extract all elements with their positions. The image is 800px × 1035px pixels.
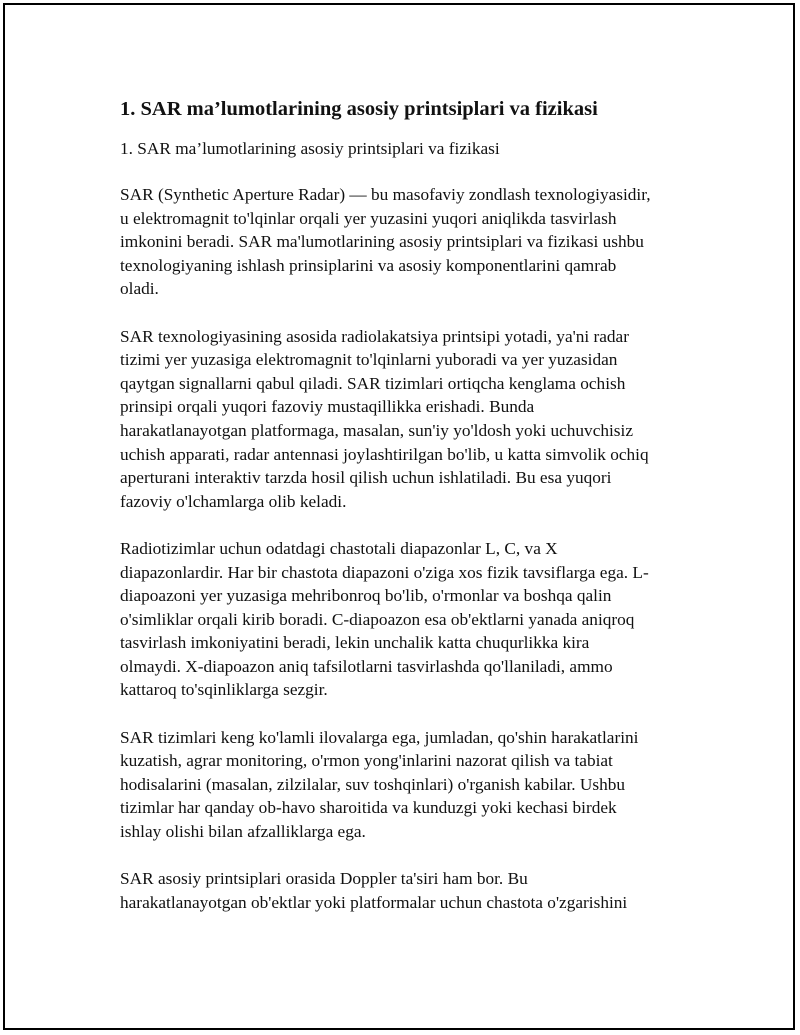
document-heading: 1. SAR ma’lumotlarining asosiy printsiplari va fizikasi	[120, 98, 598, 120]
paragraph-line: fazoviy o'lchamlarga olib keladi.	[120, 491, 347, 511]
page-frame	[3, 3, 795, 1030]
paragraph-line: texnologiyaning ishlash prinsiplarini va asosiy komponentlarini qamrab	[120, 255, 617, 275]
paragraph-line: diapoazoni yer yuzasiga mehribonroq bo'lib, o'rmonlar va boshqa qalin	[120, 586, 612, 606]
paragraph-line: o'simliklar orqali kirib boradi. C-diapoazon esa ob'ektlarni yanada aniqroq	[120, 609, 635, 629]
paragraph-line: SAR texnologiyasining asosida radiolakatsiya printsipi yotadi, ya'ni radar	[120, 326, 629, 346]
paragraph-line: SAR asosiy printsiplari orasida Doppler ta'siri ham bor. Bu	[120, 869, 528, 889]
paragraph-line: kattaroq to'sqinliklarga sezgir.	[120, 680, 328, 700]
paragraph-line: imkonini beradi. SAR ma'lumotlarining asosiy printsiplari va fizikasi ushbu	[120, 232, 644, 252]
paragraph-line: diapazonlardir. Har bir chastota diapazoni o'ziga xos fizik tavsiflarga ega. L-	[120, 562, 649, 582]
paragraph-line: u elektromagnit to'lqinlar orqali yer yuzasini yuqori aniqlikda tasvirlash	[120, 208, 617, 228]
paragraph-line: tasvirlash imkoniyatini beradi, lekin unchalik katta chuqurlikka kira	[120, 633, 590, 653]
paragraph-line: aperturani interaktiv tarzda hosil qilish uchun ishlatiladi. Bu esa yuqori	[120, 468, 612, 488]
paragraph-1	[120, 183, 710, 301]
document-subheading: 1. SAR ma’lumotlarining asosiy printsiplari va fizikasi	[120, 139, 500, 158]
paragraph-line: SAR tizimlari keng ko'lamli ilovalarga ega, jumladan, qo'shin harakatlarini	[120, 727, 639, 747]
paragraph-line: SAR (Synthetic Aperture Radar) — bu masofaviy zondlash texnologiyasidir,	[120, 185, 651, 204]
paragraph-line: ishlay olishi bilan afzalliklarga ega.	[120, 822, 366, 842]
paragraph-line: harakatlanayotgan platformaga, masalan, sun'iy yo'ldosh yoki uchuvchisiz	[120, 420, 634, 440]
paragraph-line: tizimi yer yuzasiga elektromagnit to'lqinlarni yuboradi va yer yuzasidan	[120, 350, 618, 370]
paragraph-line: qaytgan signallarni qabul qiladi. SAR tizimlari ortiqcha kenglama ochish	[120, 373, 626, 393]
paragraph-line: oladi.	[120, 279, 159, 299]
paragraph-line: prinsipi orqali yuqori fazoviy mustaqillikka erishadi. Bunda	[120, 397, 535, 417]
paragraph-line: kuzatish, agrar monitoring, o'rmon yong'inlarini nazorat qilish va tabiat	[120, 751, 613, 771]
paragraph-line: harakatlanayotgan ob'ektlar yoki platformalar uchun chastota o'zgarishini	[120, 892, 628, 912]
paragraph-3	[120, 537, 710, 702]
paragraph-5	[120, 867, 710, 914]
paragraph-line: Radiotizimlar uchun odatdagi chastotali diapazonlar L, C, va X	[120, 538, 558, 558]
paragraph-line: tizimlar har qanday ob-havo sharoitida va kunduzgi yoki kechasi birdek	[120, 798, 617, 818]
paragraph-line: uchish apparati, radar antennasi joylashtirilgan bo'lib, u katta simvolik ochiq	[120, 444, 649, 464]
paragraph-line: olmaydi. X-diapoazon aniq tafsilotlarni tasvirlashda qo'llaniladi, ammo	[120, 656, 613, 676]
paragraph-2	[120, 325, 710, 514]
document-body	[120, 95, 710, 938]
paragraph-line: hodisalarini (masalan, zilzilalar, suv toshqinlari) o'rganish kabilar. Ushbu	[120, 774, 626, 794]
paragraph-4	[120, 726, 710, 844]
